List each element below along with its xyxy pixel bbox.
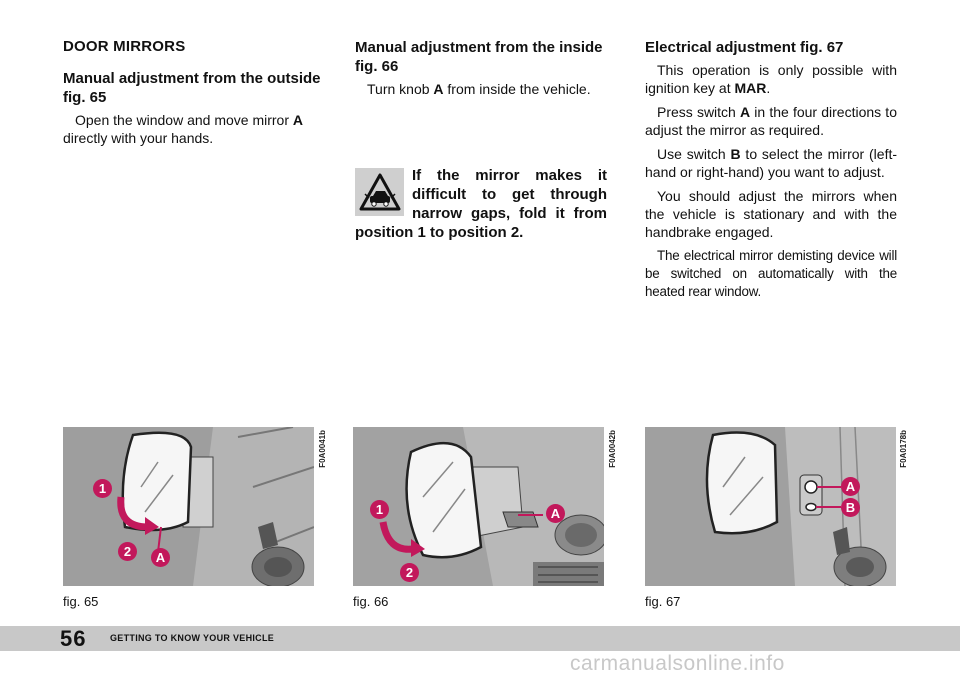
column-outside-adjustment [63,38,323,153]
warning-triangle-car-icon [355,168,404,216]
paragraph-electrical-1: This operation is only possible with ignition key at MAR. [645,62,897,96]
paragraph-electrical-3: Use switch B to select the mirror (left-hand or right-hand) you want to adjust. [645,146,898,180]
paragraph-outside: Open the window and move mirror A directly with your hands. [63,112,303,146]
paragraph-electrical-4: You should adjust the mirrors when the vehicle is stationary and with the handbrake engaged. [645,188,897,240]
figure-66-label-1: 1 [370,500,389,519]
figure-66-label-2: 2 [400,563,419,582]
figure-66-caption: fig. 66 [353,594,389,609]
paragraph-inside: Turn knob A from inside the vehicle. [367,81,591,97]
subheading-outside: Manual adjustment from the outside fig. 65 [63,70,321,106]
figure-66-code: F0A0042b [608,430,617,468]
figure-65-label-1: 1 [93,479,112,498]
figure-66-image [353,427,604,586]
figure-67-code: F0A0178b [899,430,908,468]
page-footer [0,626,960,651]
page-number: 56 [60,626,87,651]
figure-67-label-b: B [841,498,860,517]
subheading-electrical: Electrical adjustment fig. 67 [645,39,844,56]
section-title: DOOR MIRRORS [63,38,186,55]
figure-65-code: F0A0041b [318,430,327,468]
paragraph-electrical-2: Press switch A in the four directions to adjust the mirror as required. [645,104,897,138]
column-inside-adjustment [355,38,617,104]
figure-65-image [63,427,314,586]
figure-67-label-a: A [841,477,860,496]
section-name: GETTING TO KNOW YOUR VEHICLE [110,633,275,643]
figure-67-caption: fig. 67 [645,594,681,609]
figure-65-caption: fig. 65 [63,594,99,609]
figure-65-label-a: A [151,548,170,567]
paragraph-electrical-5: The electrical mirror demisting device will be switched on automatically with the heated rear window. [645,248,897,299]
figure-65-label-2: 2 [118,542,137,561]
warning-text: If the mirror makes it difficult to get through narrow gaps, fold it from position 1 to position 2. [355,167,607,241]
warning-box [355,166,607,242]
subheading-inside: Manual adjustment from the inside fig. 66 [355,39,603,75]
figure-66-label-a: A [546,504,565,523]
column-electrical-adjustment [645,38,897,307]
watermark: carmanualsonline.info [570,652,785,675]
figure-67-image [645,427,896,586]
